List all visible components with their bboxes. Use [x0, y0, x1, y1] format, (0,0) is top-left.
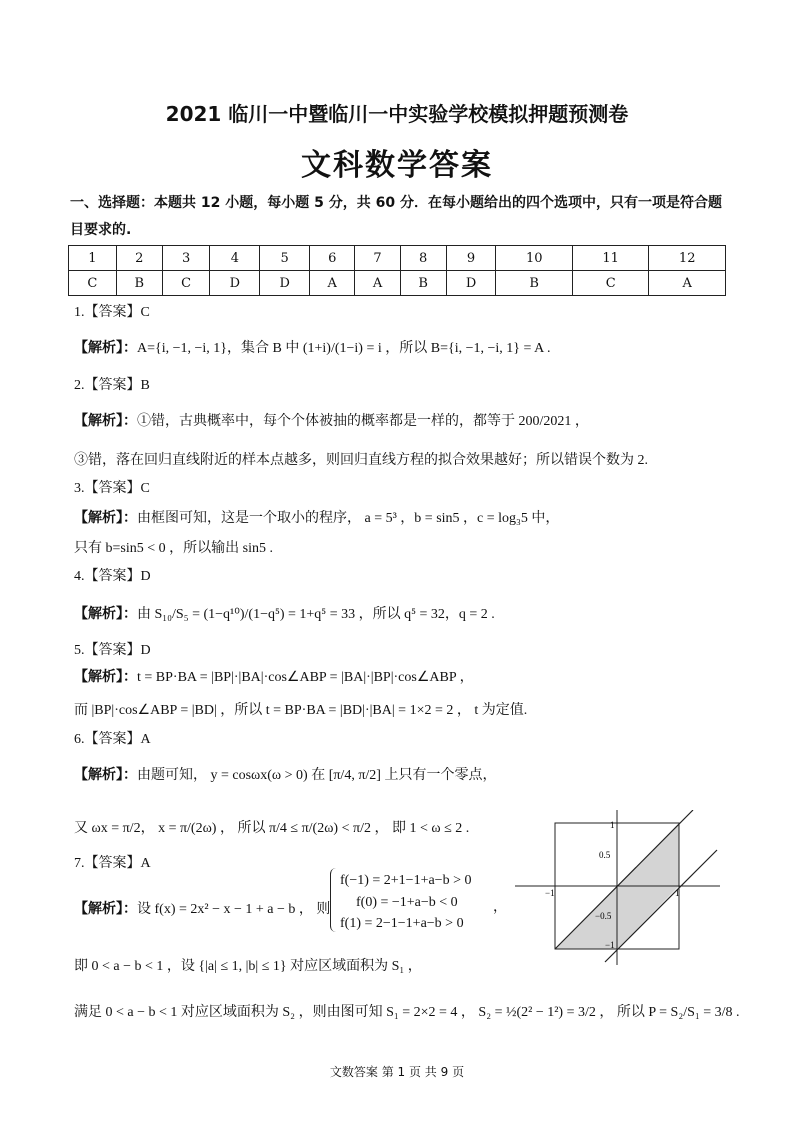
solution-label: 【解析】：	[74, 340, 137, 356]
q4-solution-text: 由 S₁₀/S₅ = (1−q¹⁰)/(1−q⁵) = 1+q⁵ = 33 ，所以 q⁵ = 32，q = 2 .	[137, 607, 495, 622]
answer-table	[68, 245, 726, 296]
question-number-cell: 5	[260, 246, 310, 271]
solution-label: 【解析】：	[74, 669, 137, 685]
question-number-cell: 12	[649, 246, 726, 271]
question-number-cell: 2	[116, 246, 162, 271]
q2-solution-text-1: ①错，古典概率中，每个个体被抽的概率都是一样的，都等于 200/2021 ，	[137, 414, 589, 429]
q7-answer: 7.【答案】A	[74, 856, 151, 871]
q2-solution	[74, 410, 589, 430]
answer-cell: D	[210, 271, 260, 296]
q4-solution	[74, 603, 495, 623]
answer-cell: A	[310, 271, 355, 296]
q7-solution	[74, 898, 330, 918]
solution-label: 【解析】：	[74, 606, 137, 622]
answer-cell: B	[400, 271, 446, 296]
q7-system-line-1: f(−1) = 2+1−1+a−b > 0	[340, 873, 472, 888]
q1-solution-text: A={i, −1, −i, 1}，集合 B 中 (1+i)/(1−i) = i ，所以 B={i, −1, −i, 1} = A .	[137, 341, 551, 356]
q5-answer: 5.【答案】D	[74, 643, 151, 658]
question-number-cell: 1	[69, 246, 117, 271]
page-footer: 文数答案 第 1 页 共 9 页	[329, 1065, 465, 1079]
answer-cell: A	[649, 271, 726, 296]
q1-solution	[74, 337, 550, 357]
tick-label: 1	[675, 888, 680, 898]
q7-system-end: ，	[493, 900, 507, 915]
q7-solution-text-1: 设 f(x) = 2x² − x − 1 + a − b ， 则	[137, 902, 331, 917]
q3-answer: 3.【答案】C	[74, 481, 150, 496]
system-brace	[330, 868, 337, 932]
q6-solution-text-1: 由题可知， y = cosωx(ω > 0) 在 [π/4, π/2] 上只有一个零点，	[137, 768, 497, 783]
q6-answer: 6.【答案】A	[74, 732, 151, 747]
q3-solution	[74, 507, 559, 527]
q6-solution	[74, 764, 496, 784]
answer-table-answer-row	[69, 271, 726, 296]
q5-solution-text-1: t = BP·BA = |BP|·|BA|·cos∠ABP = |BA|·|BP|·cos∠ABP ，	[137, 670, 474, 685]
q7-solution-text-2: 即 0 < a − b < 1 ，设 {|a| ≤ 1, |b| ≤ 1} 对应区域面积为 S₁ ，	[74, 959, 422, 974]
q5-solution	[74, 666, 474, 686]
answer-cell: B	[116, 271, 162, 296]
q7-solution-text-3: 满足 0 < a − b < 1 对应区域面积为 S₂ ，则由图可知 S₁ = 2×2 = 4 ， S₂ = ½(2² − 1²) = 3/2 ， 所以 P = S₂/S₁ = 3/8 .	[74, 1005, 740, 1020]
question-number-cell: 3	[162, 246, 210, 271]
q3-solution-text-1: 由框图可知，这是一个取小的程序， a = 5³ ，b = sin5 ，c = log₃5 中，	[137, 511, 560, 526]
document-title: 2021 临川一中暨临川一中实验学校模拟押题预测卷	[165, 102, 629, 126]
answer-cell: C	[572, 271, 648, 296]
q7-system-line-2: f(0) = −1+a−b < 0	[356, 895, 458, 910]
q2-answer: 2.【答案】B	[74, 378, 150, 393]
question-number-cell: 11	[572, 246, 648, 271]
question-number-cell: 6	[310, 246, 355, 271]
answer-cell: D	[446, 271, 496, 296]
answer-table-number-row	[69, 246, 726, 271]
region-figure	[515, 810, 720, 965]
question-number-cell: 10	[496, 246, 572, 271]
tick-label: −1	[545, 888, 555, 898]
solution-label: 【解析】：	[74, 767, 137, 783]
question-number-cell: 4	[210, 246, 260, 271]
q3-solution-text-2: 只有 b=sin5 < 0 ，所以输出 sin5 .	[74, 541, 273, 556]
solution-label: 【解析】：	[74, 413, 137, 429]
question-number-cell: 9	[446, 246, 496, 271]
q7-system-line-3: f(1) = 2−1−1+a−b > 0	[340, 916, 464, 931]
q4-answer: 4.【答案】D	[74, 569, 151, 584]
answer-cell: C	[162, 271, 210, 296]
q6-solution-text-2: 又 ωx = π/2， x = π/(2ω) ， 所以 π/4 ≤ π/(2ω) < π/2 ， 即 1 < ω ≤ 2 .	[74, 821, 470, 836]
solution-label: 【解析】：	[74, 510, 137, 526]
document-subtitle: 文科数学答案	[301, 148, 493, 183]
tick-label: −1	[605, 940, 615, 950]
section-intro: 一、选择题：本题共 12 小题，每小题 5 分，共 60 分．在每小题给出的四个选项中，只有一项是符合题目要求的.	[70, 195, 722, 238]
tick-label: −0.5	[595, 911, 612, 921]
question-number-cell: 8	[400, 246, 446, 271]
answer-cell: A	[355, 271, 400, 296]
answer-cell: B	[496, 271, 572, 296]
question-number-cell: 7	[355, 246, 400, 271]
q5-solution-text-2: 而 |BP|·cos∠ABP = |BD| ，所以 t = BP·BA = |BD|·|BA| = 1×2 = 2 ， t 为定值.	[74, 703, 528, 718]
q1-answer: 1.【答案】C	[74, 305, 150, 320]
solution-label: 【解析】：	[74, 901, 137, 917]
answer-cell: D	[260, 271, 310, 296]
tick-label: 0.5	[599, 850, 611, 860]
answer-cell: C	[69, 271, 117, 296]
q2-solution-text-2: ③错，落在回归直线附近的样本点越多，则回归直线方程的拟合效果越好；所以错误个数为 2.	[74, 453, 648, 468]
tick-label: 1	[610, 820, 615, 830]
